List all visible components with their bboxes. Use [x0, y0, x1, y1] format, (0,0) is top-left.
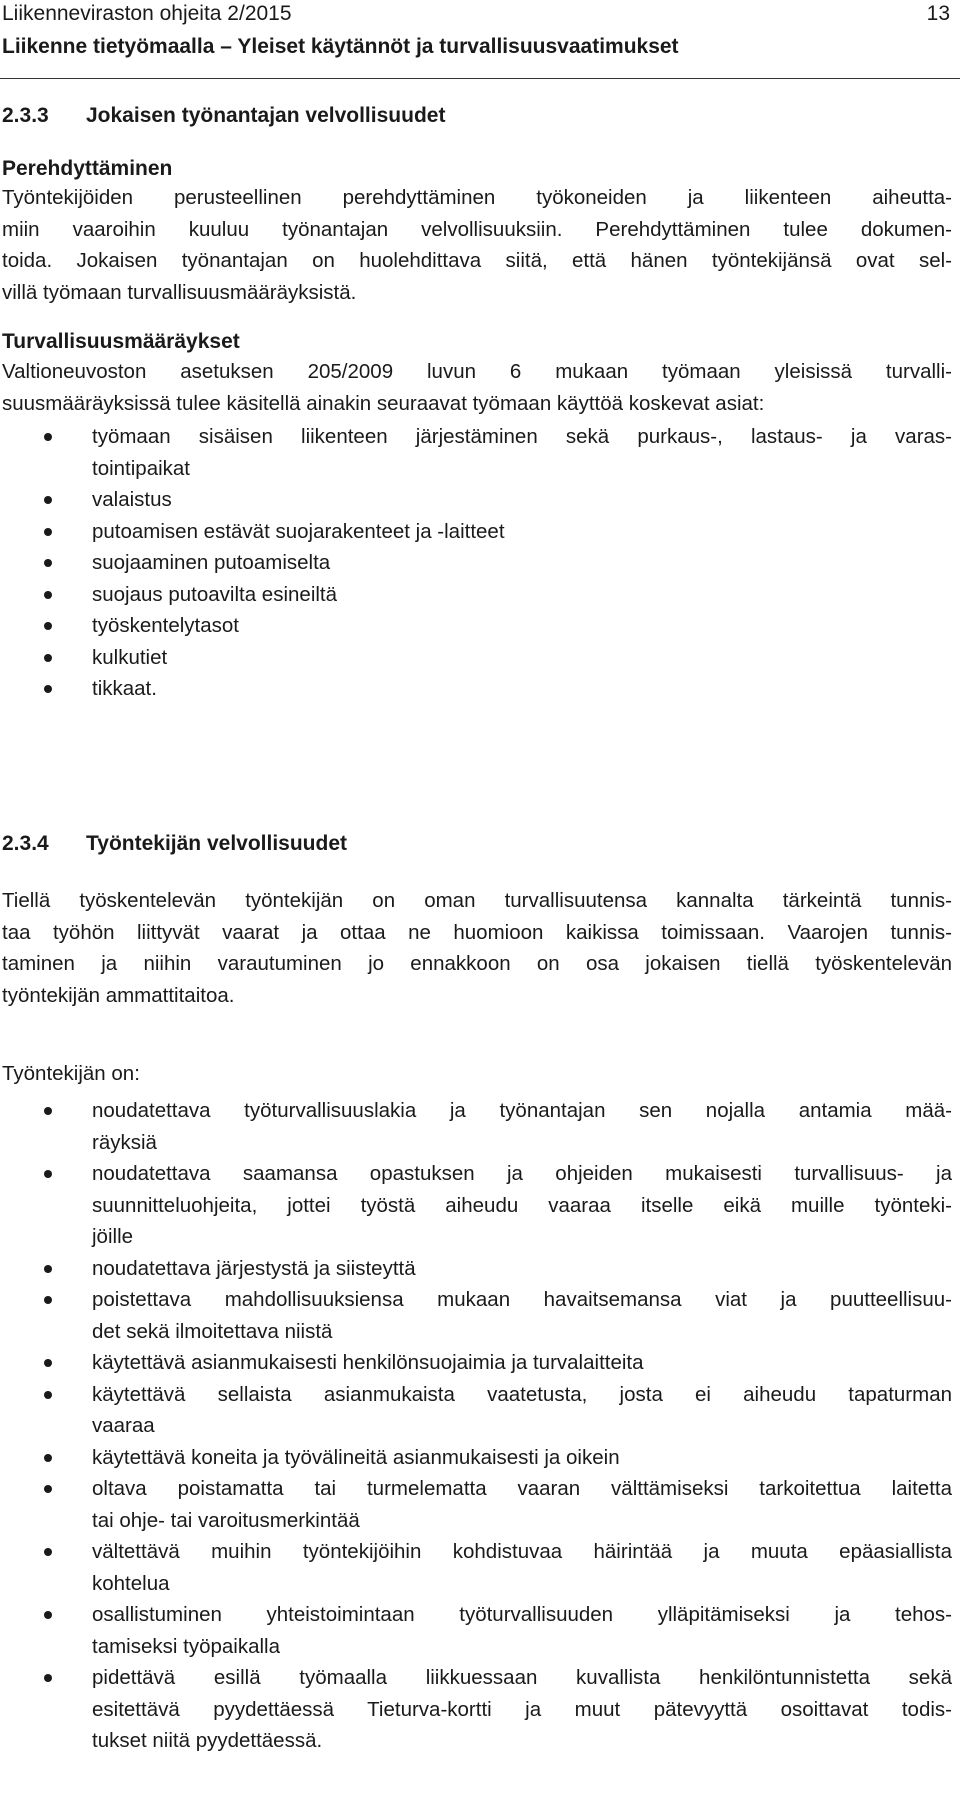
list-item-line: suojaus putoavilta esineiltä [92, 582, 338, 606]
paragraph-line: miin vaaroihin kuuluu työnantajan velvollisuuksiin. Perehdyttäminen tulee dokumen- [2, 217, 952, 241]
list-item-line: tai ohje- tai varoitusmerkintää [92, 1508, 360, 1532]
list-item-line: kulkutiet [92, 645, 168, 669]
list-item [2, 1347, 952, 1379]
list-item-line: pidettävä esillä työmaalla liikkuessaan kuvallista henkilöntunnistetta sekä [92, 1666, 952, 1689]
list-item [2, 421, 952, 484]
list-item [2, 610, 952, 642]
list-item-line: noudatettava saamansa opastuksen ja ohjeiden mukaisesti turvallisuus- ja [92, 1162, 952, 1185]
section-number: 2.3.3 [2, 104, 49, 127]
section-title: Jokaisen työnantajan velvollisuudet [86, 104, 446, 127]
paragraph-line: villä työmaan turvallisuusmääräyksistä. [2, 280, 357, 304]
page-number: 13 [926, 2, 950, 25]
list-item-line: valaistus [92, 488, 172, 511]
list-item-line: räyksiä [92, 1130, 157, 1154]
publication-title: Liikenne tietyömaalla – Yleiset käytännöt ja turvallisuusvaatimukset [2, 35, 679, 58]
subheading-safety-rules: Turvallisuusmääräykset [2, 330, 240, 353]
list-item-line: jöille [92, 1225, 134, 1248]
list-item-line: vaaraa [92, 1414, 155, 1437]
employee-duties-list [2, 1095, 952, 1757]
section-number: 2.3.4 [2, 832, 49, 855]
section-heading-2-3-3 [2, 104, 952, 128]
list-item-line: käytettävä koneita ja työvälineitä asianmukaisesti ja oikein [92, 1445, 620, 1469]
duties-label: Työntekijän on: [2, 1062, 140, 1085]
header-divider [0, 78, 960, 79]
list-item-line: tointipaikat [92, 456, 191, 480]
list-item-line: käytettävä sellaista asianmukaista vaatetusta, josta ei aiheudu tapaturman [92, 1382, 952, 1406]
publication-series: Liikenneviraston ohjeita 2/2015 [2, 2, 292, 25]
list-item [2, 1158, 952, 1253]
list-item-line: tikkaat. [92, 677, 157, 700]
list-item-line: suojaaminen putoamiselta [92, 551, 331, 574]
list-item [2, 673, 952, 705]
list-item [2, 1599, 952, 1662]
list-item [2, 1662, 952, 1757]
list-item-line: työmaan sisäisen liikenteen järjestäminen sekä purkaus-, lastaus- ja varas- [92, 425, 952, 448]
list-item [2, 1442, 952, 1474]
list-item [2, 484, 952, 516]
list-item [2, 1284, 952, 1347]
list-item-line: vältettävä muihin työntekijöihin kohdistuvaa häirintää ja muuta epäasiallista [92, 1540, 952, 1563]
list-item [2, 1379, 952, 1442]
list-item [2, 1253, 952, 1285]
list-item-line: noudatettava järjestystä ja siisteyttä [92, 1256, 416, 1280]
list-item [2, 642, 952, 674]
section-heading-2-3-4 [2, 832, 952, 856]
list-item [2, 1473, 952, 1536]
paragraph-line: toida. Jokaisen työnantajan on huolehdittava siitä, että hänen työntekijänsä ovat sel- [2, 249, 952, 272]
list-item-line: esitettävä pyydettäessä Tieturva-kortti ja muut pätevyyttä osoittavat todis- [92, 1697, 952, 1721]
list-item-line: tukset niitä pyydettäessä. [92, 1729, 323, 1752]
list-item-line: det sekä ilmoitettava niistä [92, 1319, 333, 1343]
paragraph-line: Valtioneuvoston asetuksen 205/2009 luvun 6 mukaan työmaan yleisissä turvalli- [2, 360, 952, 383]
list-item-line: osallistuminen yhteistoimintaan työturvallisuuden ylläpitämiseksi ja tehos- [92, 1603, 952, 1626]
paragraph-line: taminen ja niihin varautuminen jo ennakkoon on osa jokaisen tiellä työskentelevän [2, 952, 952, 975]
list-item-line: suunnitteluohjeita, jottei työstä aiheudu vaaraa itselle eikä muille työnteki- [92, 1193, 952, 1217]
list-item-line: työskentelytasot [92, 614, 239, 637]
section-title: Työntekijän velvollisuudet [86, 832, 348, 855]
paragraph-line: suusmääräyksissä tulee käsitellä ainakin seuraavat työmaan käyttöä koskevat asiat: [2, 391, 765, 415]
list-item-line: käytettävä asianmukaisesti henkilönsuojaimia ja turvalaitteita [92, 1351, 644, 1374]
list-item [2, 1536, 952, 1599]
safety-rules-paragraph [2, 356, 952, 419]
subheading-orientation: Perehdyttäminen [2, 157, 173, 180]
orientation-paragraph [2, 182, 952, 308]
employee-duties-intro [2, 885, 952, 1011]
list-item-line: noudatettava työturvallisuuslakia ja työnantajan sen nojalla antamia mää- [92, 1099, 952, 1122]
list-item-line: poistettava mahdollisuuksiensa mukaan havaitsemansa viat ja puutteellisuu- [92, 1288, 952, 1311]
safety-rules-list [2, 421, 952, 705]
list-item-line: putoamisen estävät suojarakenteet ja -laitteet [92, 519, 505, 543]
list-item-line: oltava poistamatta tai turmelematta vaaran välttämiseksi tarkoitettua laitetta [92, 1477, 952, 1500]
list-item [2, 579, 952, 611]
list-item [2, 547, 952, 579]
paragraph-line: työntekijän ammattitaitoa. [2, 983, 235, 1007]
paragraph-line: Tiellä työskentelevän työntekijän on oman turvallisuutensa kannalta tärkeintä tunnis- [2, 889, 952, 912]
paragraph-line: Työntekijöiden perusteellinen perehdyttäminen työkoneiden ja liikenteen aiheutta- [2, 186, 952, 209]
list-item [2, 516, 952, 548]
list-item-line: tamiseksi työpaikalla [92, 1634, 280, 1658]
paragraph-line: taa työhön liittyvät vaarat ja ottaa ne huomioon kaikissa toimissaan. Vaarojen tunnis- [2, 920, 952, 944]
list-item-line: kohtelua [92, 1571, 170, 1595]
list-item [2, 1095, 952, 1158]
